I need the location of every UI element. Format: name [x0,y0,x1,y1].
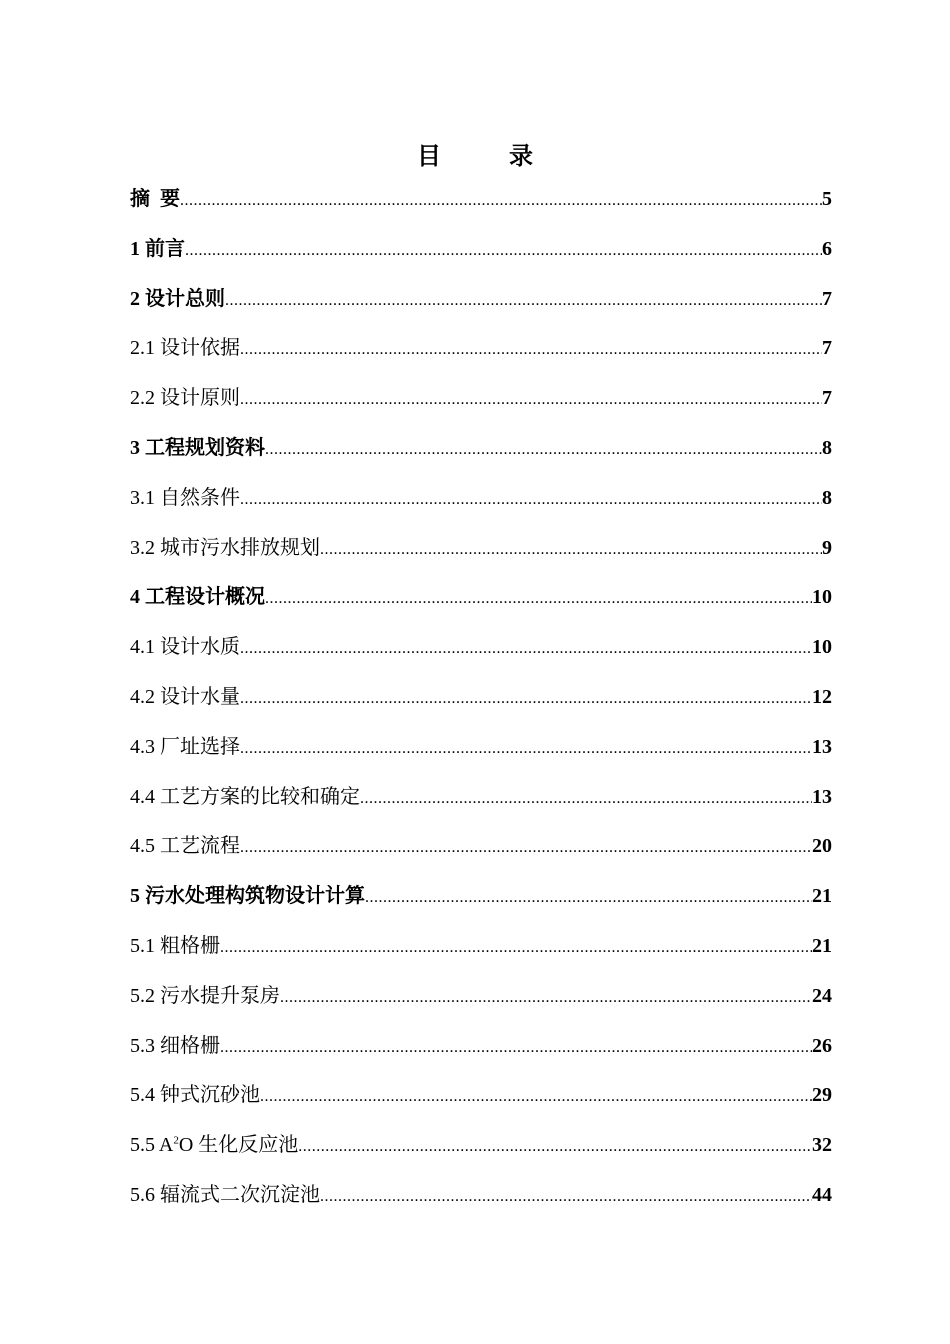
toc-entry-label: 5.2 污水提升泵房 [130,984,280,1007]
toc-dot-leader [225,276,822,326]
toc-entry[interactable] [130,573,832,623]
toc-dot-leader [220,923,812,973]
toc-dot-leader [185,226,822,276]
toc-entry[interactable] [130,225,832,275]
toc-entry-label: 2.2 设计原则 [130,387,240,410]
toc-entry[interactable] [130,922,832,972]
toc-entry-label: 3.2 城市污水排放规划 [130,536,320,559]
toc-page-number: 20 [812,835,832,858]
toc-page-number: 8 [822,436,832,459]
toc-dot-leader [320,525,822,575]
toc-dot-leader [320,1172,812,1222]
toc-dot-leader [365,873,812,923]
toc-entry-label-prefix: 5.5 A [130,1134,174,1157]
toc-dot-leader [240,375,822,425]
toc-entry[interactable] [130,175,832,225]
toc-entry-label: 摘 要 [130,188,180,210]
toc-entry-label: 2 设计总则 [130,287,225,310]
toc-entry[interactable] [130,623,832,673]
toc-entry[interactable] [130,275,832,325]
toc-entry[interactable] [130,972,832,1022]
toc-entry-label: 4.4 工艺方案的比较和确定 [130,785,360,808]
superscript-2: 2 [173,1134,179,1147]
toc-entry[interactable] [130,1071,832,1121]
toc-page-number: 10 [812,636,832,659]
toc-entry-label: 5.6 辐流式二次沉淀池 [130,1183,320,1206]
toc-dot-leader [298,1122,812,1172]
table-of-contents [130,175,832,1221]
toc-entry[interactable] [130,872,832,922]
toc-page-number: 29 [812,1084,832,1107]
toc-page-number: 6 [822,237,832,260]
toc-dot-leader [240,674,812,724]
toc-dot-leader [265,574,812,624]
toc-dot-leader [280,973,812,1023]
toc-entry-label: 5 污水处理构筑物设计计算 [130,885,365,908]
toc-page-number: 26 [812,1034,832,1057]
toc-entry-label: 4.3 厂址选择 [130,735,240,758]
toc-entry[interactable] [130,474,832,524]
toc-entry-label: 4 工程设计概况 [130,586,265,609]
toc-page-number: 7 [822,387,832,410]
toc-dot-leader [240,325,822,375]
toc-entry-label [130,1121,298,1171]
toc-page-number: 21 [812,934,832,957]
toc-entry-label: 5.1 粗格栅 [130,934,220,957]
toc-entry-label: 3 工程规划资料 [130,436,265,459]
toc-entry[interactable] [130,524,832,574]
toc-page-number: 44 [812,1183,832,1206]
toc-page-number: 5 [822,188,832,210]
toc-entry[interactable] [130,1022,832,1072]
toc-dot-leader [180,176,822,226]
toc-page-number: 9 [822,536,832,559]
toc-entry-label: 4.1 设计水质 [130,636,240,659]
toc-page-number: 21 [812,885,832,908]
toc-page-number: 10 [812,586,832,609]
toc-dot-leader [260,1072,812,1122]
toc-dot-leader [240,624,812,674]
toc-dot-leader [240,823,812,873]
toc-entry-label: 1 前言 [130,237,185,260]
toc-dot-leader [265,425,822,475]
toc-dot-leader [240,724,812,774]
toc-entry-label: 4.5 工艺流程 [130,835,240,858]
toc-dot-leader [220,1023,812,1073]
page-title: 目 录 [417,144,555,170]
toc-entry-label: 4.2 设计水量 [130,685,240,708]
toc-entry[interactable] [130,673,832,723]
toc-entry[interactable] [130,374,832,424]
toc-page-number: 13 [812,785,832,808]
toc-entry[interactable] [130,773,832,823]
toc-entry-label: 3.1 自然条件 [130,486,240,509]
toc-entry-label-suffix: O 生化反应池 [178,1134,299,1157]
toc-entry-label: 5.4 钟式沉砂池 [130,1084,260,1107]
toc-entry-label: 5.3 细格栅 [130,1034,220,1057]
toc-dot-leader [240,475,822,525]
toc-page-number: 8 [822,486,832,509]
toc-entry[interactable] [130,1121,832,1171]
toc-entry[interactable] [130,822,832,872]
toc-page-number: 13 [812,735,832,758]
toc-dot-leader [360,774,812,824]
toc-page-number: 32 [812,1134,832,1157]
toc-entry-label: 2.1 设计依据 [130,337,240,360]
toc-page-number: 12 [812,685,832,708]
toc-page-number: 7 [822,287,832,310]
toc-page-number: 24 [812,984,832,1007]
toc-entry[interactable] [130,1171,832,1221]
toc-entry[interactable] [130,723,832,773]
toc-page-number: 7 [822,337,832,360]
toc-entry[interactable] [130,424,832,474]
toc-entry[interactable] [130,324,832,374]
